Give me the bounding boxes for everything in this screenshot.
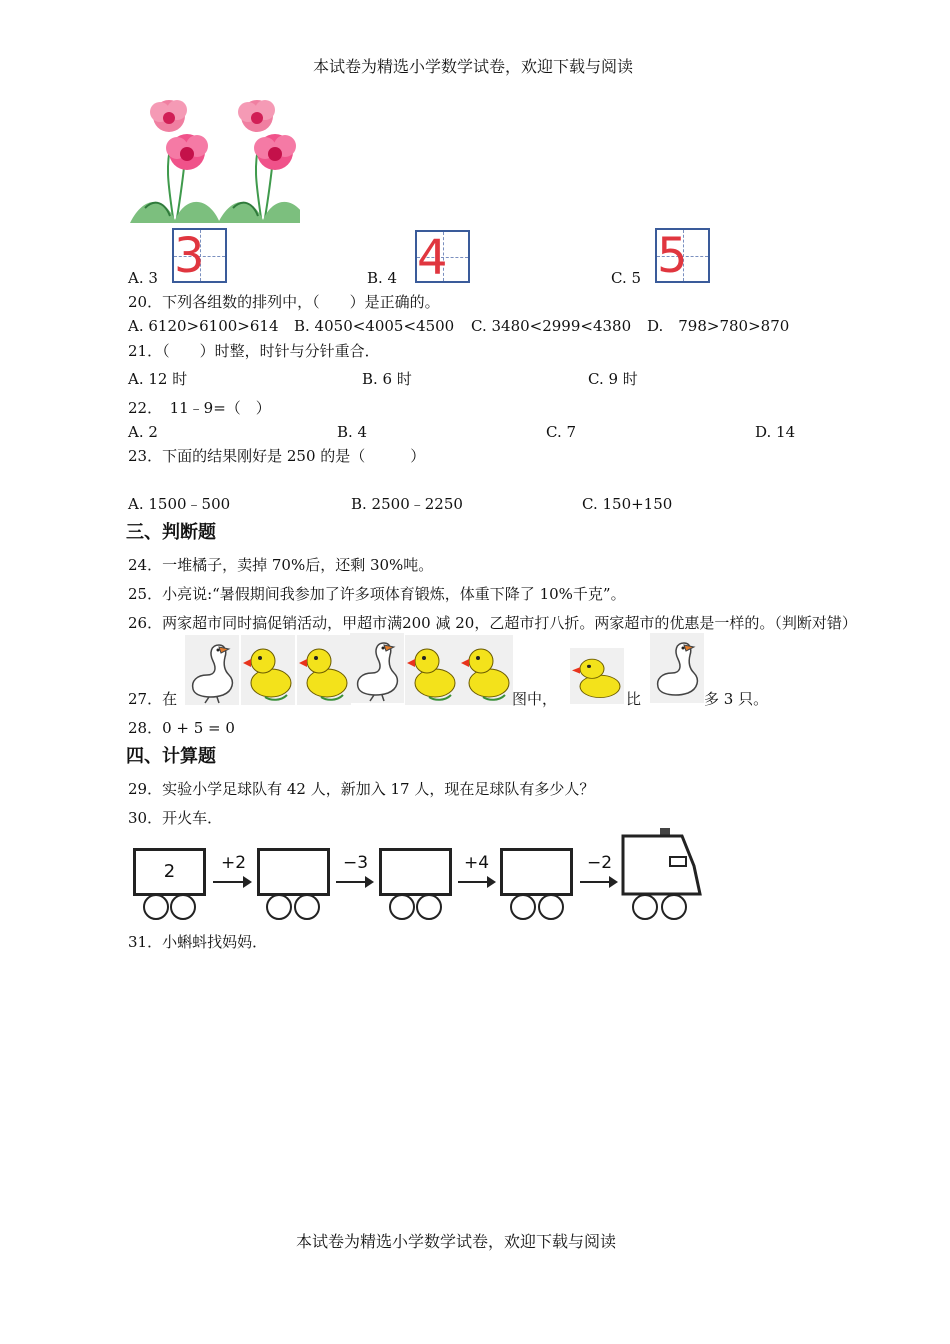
operation-2: −3 <box>343 853 369 873</box>
wheel <box>389 894 415 920</box>
q22-option-d[interactable]: D. 14 <box>755 423 796 441</box>
q20-stem: 20．下列各组数的排列中，（ ）是正确的。 <box>128 293 440 311</box>
arrow-3 <box>458 881 494 883</box>
q23-option-b[interactable]: B. 2500﹣2250 <box>351 495 463 513</box>
page-footer: 本试卷为精选小学数学试卷，欢迎下载与阅读 <box>296 1232 617 1251</box>
q20-option-c[interactable]: C. 3480<2999<4380 <box>471 317 632 335</box>
q22-option-b[interactable]: B. 4 <box>337 423 368 441</box>
q24-text: 24．一堆橘子，卖掉 70%后，还剩 30%吨。 <box>128 556 434 574</box>
q20-option-b[interactable]: B. 4050<4005<4500 <box>294 317 455 335</box>
q29-text: 29．实验小学足球队有 42 人，新加入 17 人，现在足球队有多少人？ <box>128 780 595 798</box>
wheel <box>661 894 687 920</box>
q20-option-a[interactable]: A. 6120>6100>614 <box>128 317 279 335</box>
digit-3-card <box>172 228 227 283</box>
animal-strip-image <box>185 633 513 705</box>
digit-5: 5 <box>657 228 688 284</box>
train-car-3[interactable] <box>379 848 452 896</box>
wheel <box>510 894 536 920</box>
train-car-1 <box>133 848 206 896</box>
q23-option-a[interactable]: A. 1500﹣500 <box>128 495 231 513</box>
section-3-heading: 三、判断题 <box>126 522 216 543</box>
goose-1 <box>185 635 239 705</box>
q19-option-c[interactable]: C. 5 <box>611 269 642 287</box>
operation-1: +2 <box>221 853 247 873</box>
chick-2 <box>297 635 351 705</box>
arrow-4 <box>580 881 616 883</box>
flowers-image <box>125 98 300 230</box>
wheel <box>266 894 292 920</box>
q27-suffix: 多 3 只。 <box>704 690 769 708</box>
q22-stem: 22． 11﹣9=（ ） <box>128 399 271 417</box>
wheel <box>170 894 196 920</box>
goose-2 <box>350 633 404 703</box>
digit-4-card <box>415 230 470 286</box>
chick-4 <box>459 635 513 705</box>
q21-option-c[interactable]: C. 9 时 <box>588 370 638 388</box>
digit-3: 3 <box>174 228 205 284</box>
train-car-1-value: 2 <box>163 861 176 882</box>
q22-option-a[interactable]: A. 2 <box>128 423 158 441</box>
section-4-heading: 四、计算题 <box>126 746 216 767</box>
q28-text: 28．0 + 5 = 0 <box>128 719 235 737</box>
q23-stem: 23．下面的结果刚好是 250 的是（ ） <box>128 447 426 465</box>
q21-option-b[interactable]: B. 6 时 <box>362 370 412 388</box>
digit-4: 4 <box>417 230 448 286</box>
q20-option-d[interactable]: D. 798>780>870 <box>647 317 790 335</box>
digit-5-card <box>655 228 710 283</box>
q21-stem: 21．（ ）时整，时针与分针重合． <box>128 342 380 360</box>
page-header: 本试卷为精选小学数学试卷，欢迎下载与阅读 <box>313 57 634 76</box>
q19-option-a[interactable]: A. 3 <box>128 269 158 287</box>
wheel <box>143 894 169 920</box>
train-car-2[interactable] <box>257 848 330 896</box>
operation-3: +4 <box>464 853 490 873</box>
flower-group-2 <box>218 100 300 223</box>
q19-option-b[interactable]: B. 4 <box>367 269 398 287</box>
wheel <box>632 894 658 920</box>
chick-1 <box>241 635 295 705</box>
q22-option-c[interactable]: C. 7 <box>546 423 577 441</box>
q21-option-a[interactable]: A. 12 时 <box>128 370 188 388</box>
q25-text: 25．小亮说:“暑假期间我参加了许多项体育锻炼，体重下降了 10%千克”。 <box>128 585 626 603</box>
arrow-2 <box>336 881 372 883</box>
arrow-1 <box>213 881 250 883</box>
q26-text: 26．两家超市同时搞促销活动，甲超市满200 减 20，乙超市打八折。两家超市的优惠是一样的。（判断对错） <box>128 614 857 632</box>
wheel <box>294 894 320 920</box>
q27-mid2: 比 <box>626 690 642 708</box>
chick-3 <box>405 635 459 705</box>
q27-mid1: 图中， <box>512 690 558 708</box>
q31-text: 31．小蝌蚪找妈妈． <box>128 933 268 951</box>
q23-option-c[interactable]: C. 150+150 <box>582 495 673 513</box>
flower-group-1 <box>130 100 220 223</box>
train-car-4[interactable] <box>500 848 573 896</box>
chick-single-image <box>570 648 624 704</box>
q30-stem: 30．开火车． <box>128 809 223 827</box>
locomotive[interactable] <box>620 826 704 898</box>
q27-prefix: 27．在 <box>128 690 178 708</box>
goose-single-image <box>649 633 705 703</box>
wheel <box>538 894 564 920</box>
wheel <box>416 894 442 920</box>
operation-4: −2 <box>587 853 613 873</box>
